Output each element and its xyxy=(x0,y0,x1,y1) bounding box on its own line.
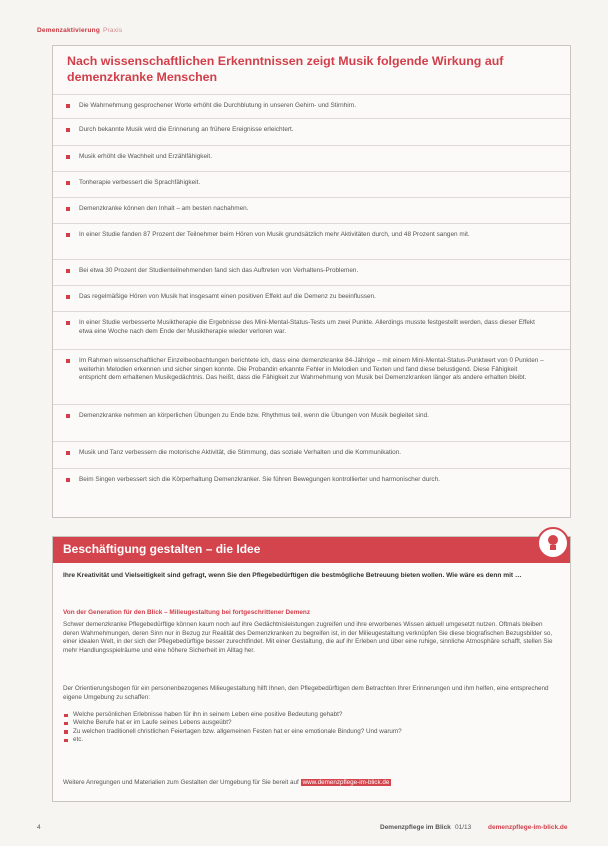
section-kicker xyxy=(37,27,122,34)
list-item: etc. xyxy=(63,736,558,744)
idea-box xyxy=(52,536,571,802)
intro-text: Ihre Kreativität und Vielseitigkeit sind gefragt, wenn Sie den Pflegebedürftigen die bestmögliche Betreuung bieten wollen. Wie wäre es denn mit … xyxy=(63,572,522,579)
list-item: In einer Studie verbesserte Musiktherapie die Ergebnisse des Mini-Mental-Status-Tests um zwei Punkte. Allerdings musste festgestellt werden, dass dieser Effekt etwa eine Woche nach dem Ende der Musiktherapie wieder verloren war. xyxy=(53,311,570,350)
bullet-icon xyxy=(66,128,70,132)
idea-box-header xyxy=(53,537,570,563)
list-item: Demenzkranke können den Inhalt – am besten nachahmen. xyxy=(53,197,570,224)
music-effects-box xyxy=(52,45,571,518)
page-number: 4 xyxy=(37,824,41,831)
bullet-icon xyxy=(66,269,70,273)
bullet-icon xyxy=(66,181,70,185)
list-item: Demenzkranke nehmen an körperlichen Übungen zu Ende bzw. Rhythmus teil, wenn die Übungen von Musik begleitet sind. xyxy=(53,404,570,442)
bullet-icon xyxy=(66,451,70,455)
magazine-name: Demenzpflege im Blick xyxy=(380,824,451,831)
list-item: Welche Berufe hat er im Laufe seines Lebens ausgeübt? xyxy=(63,719,558,727)
box-title: Nach wissenschaftlichen Erkenntnissen zeigt Musik folgende Wirkung auf demenzkranke Menschen xyxy=(67,54,504,84)
list-item: Beim Singen verbessert sich die Körperhaltung Demenzkranker. Sie führen Bewegungen kontrollierter und harmonischer durch. xyxy=(53,468,570,517)
bullet-icon xyxy=(66,207,70,211)
kicker-sub: Praxis xyxy=(103,27,123,34)
bullet-icon xyxy=(66,233,70,237)
list-item: Im Rahmen wissenschaftlicher Einzelbeobachtungen berichtete ich, dass eine demenzkranke 84-Jährige – mit einem Mini-Mental-Status-Punktwert von 0 Punkten – weiterhin Melodien erkennen und sicher singen konnte. Die Probandin erkannte Fehler in Melodien und Texten und fand diese belustigend. Diese Fähigkeit entspricht dem erhaltenen Musikgedächtnis. Das heißt, dass die Fähigkeit zur Wahrnehmung von Musik bei Demenzkranken länger als andere erhalten bleibt. xyxy=(53,349,570,405)
bullet-icon xyxy=(66,295,70,299)
closing-text: Weitere Anregungen und Materialien zum Gestalten der Umgebung für Sie bereit auf xyxy=(63,779,301,786)
list-item: Das regelmäßige Hören von Musik hat insgesamt einen positiven Effekt auf die Demenz zu beeinflussen. xyxy=(53,285,570,312)
list-item: Bei etwa 30 Prozent der Studienteilnehmenden fand sich das Auftreten von Verhaltens-Problemen. xyxy=(53,259,570,286)
list-item: In einer Studie fanden 87 Prozent der Teilnehmer beim Hören von Musik grundsätzlich mehr Aktivitäten durch, und 48 Prozent sangen mit. xyxy=(53,223,570,260)
bullet-icon xyxy=(66,414,70,418)
list-item: Zu welchen traditionell christlichen Feiertagen bzw. allgemeinen Festen hat er eine emotionale Bindung? Und warum? xyxy=(63,728,558,736)
bullet-icon xyxy=(66,321,70,325)
bullet-icon xyxy=(66,478,70,482)
page-footer xyxy=(0,822,608,836)
kicker-label: Demenzaktivierung xyxy=(37,27,101,34)
issue-number: 01/13 xyxy=(455,824,472,831)
question-list xyxy=(63,711,558,745)
website-link[interactable]: www.demenzpflege-im-blick.de xyxy=(302,779,390,786)
list-item: Welche persönlichen Erlebnisse haben für ihn in seinem Leben eine positive Bedeutung gehabt? xyxy=(63,711,558,719)
list-item: Musik und Tanz verbessern die motorische Aktivität, die Stimmung, das soziale Verhalten und die Kommunikation. xyxy=(53,441,570,469)
paragraph xyxy=(63,779,558,788)
paragraph: Der Orientierungsbogen für ein personenbezogenes Milieugestaltung hilft Ihnen, den Pflegebedürftigen dem Betrachten Ihrer Erinnerungen und ihm helfen, eine entsprechend eigene Umgebung zu schaffen: xyxy=(63,685,549,701)
bullet-icon xyxy=(66,359,70,363)
bullet-icon xyxy=(66,155,70,159)
list-item: Durch bekannte Musik wird die Erinnerung an frühere Ereignisse erleichtert. xyxy=(53,118,570,146)
list-item: Die Wahrnehmung gesprochener Worte erhöht die Durchblutung in unseren Gehirn- und Stirnhirn. xyxy=(53,94,570,119)
list-item: Musik erhöht die Wachheit und Erzählfähigkeit. xyxy=(53,145,570,172)
list-item: Tonherapie verbessert die Sprachfähigkeit. xyxy=(53,171,570,198)
idea-box-title: Beschäftigung gestalten – die Idee xyxy=(63,542,261,556)
subheading: Von der Generation für den Blick – Milieugestaltung bei fortgeschrittener Demenz xyxy=(63,609,311,616)
paragraph: Schwer demenzkranke Pflegebedürftige können kaum noch auf ihre Gedächtnisleistungen zugreifen und ihre erworbenes Wissen aktuell umgesetzt nutzen. Oftmals bleiben deren Wahrnehmungen, deren Sinn nur in Bezug zur Realität des Demenzkranken zu begreifen ist, in der Milieugestaltung verknüpfen Sie diese biografischen Bezugsbilder so, einer idealen Welt, in der sich der Pflegebedürftige besser zurechtfindet. Mit einer Gestaltung, die auf ihr Erleben und über eine ruhige, sinnliche Atmosphäre schafft, stellen Sie mehr Handlungsspielräume und eine höhere Sicherheit im Alltag her. xyxy=(63,621,553,654)
lightbulb-icon xyxy=(537,527,569,559)
bullet-icon xyxy=(66,104,70,108)
footer-website-link[interactable]: demenzpflege-im-blick.de xyxy=(488,824,568,831)
